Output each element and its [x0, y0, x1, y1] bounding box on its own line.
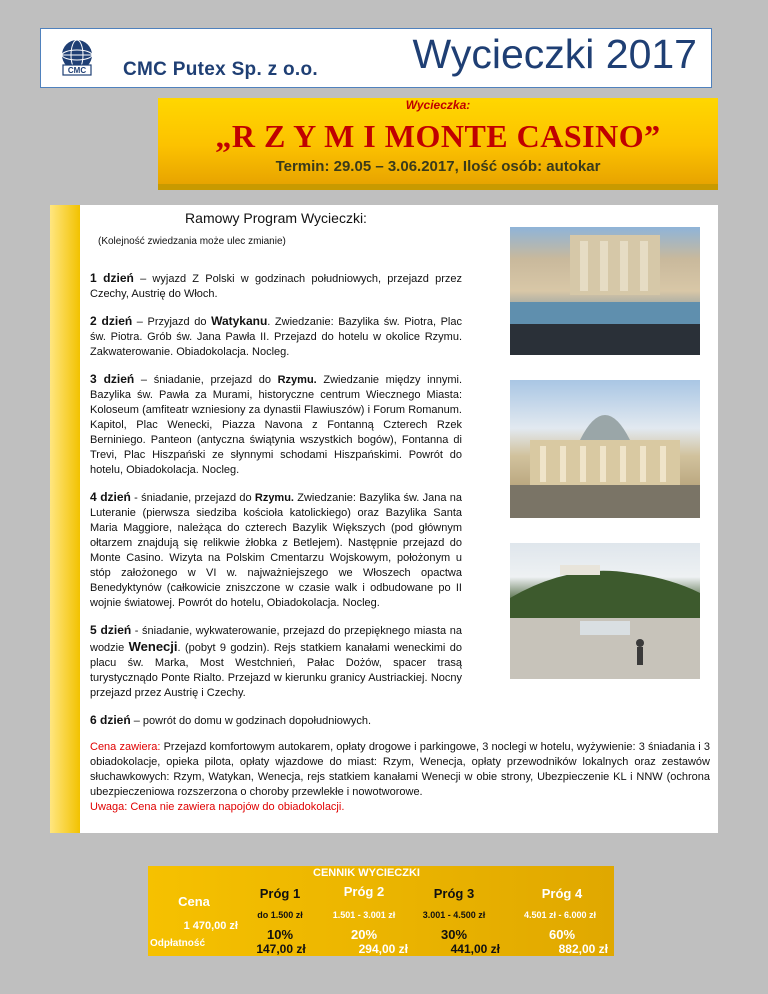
program-column	[90, 211, 462, 741]
photo-monte-cassino-cemetery	[510, 543, 700, 679]
price-table	[148, 866, 614, 956]
day-text: – powrót do domu w godzinach dopołudniowych.	[130, 715, 372, 727]
day-text: . (pobyt 9 godzin). Rejs statkiem kanałami weneckimi do placu św. Marka, Most Westchnień, Pałac Dożów, spacer trasą turystycznądo Ponte Rialto. Przejazd w kierunku granicy Austriackiej. Nocny przejazd przez Austrię i Czechy.	[90, 642, 462, 699]
day-label: 4 dzień	[90, 490, 131, 504]
logo-text: CMC	[67, 66, 87, 75]
tier-2-name: Próg 2	[343, 884, 385, 899]
photo-trevi-fountain	[510, 227, 700, 355]
tier-1-amount: 147,00 zł	[256, 942, 306, 956]
tier-2-percent: 20%	[350, 927, 378, 942]
day-text: - śniadanie, przejazd do	[130, 492, 255, 504]
day-label: 2 dzień	[90, 314, 133, 328]
day-text: . Zwiedzanie: Bazylika św. Piotra, Plac św. Piotra. Grób św. Jana Pawła II. Przejazd do hotelu w okolice Rzymu. Zakwaterowanie. Obiadokolacja. Nocleg.	[90, 316, 462, 358]
day-1	[90, 271, 462, 302]
header-box	[40, 28, 712, 88]
day-4	[90, 490, 462, 611]
day-5	[90, 623, 462, 701]
odplatnosc-label: Odpłatność	[150, 938, 206, 949]
trip-term: Termin: 29.05 – 3.06.2017, Ilość osób: autokar	[275, 158, 601, 175]
tier-2-amount: 294,00 zł	[358, 942, 408, 956]
tier-3-amount: 441,00 zł	[450, 942, 500, 956]
day-text: Zwiedzanie: Bazylika św. Jana na Luteranie (pierwsza siedziba kościoła katolickiego) oraz Bazylika Santa Maria Maggiore, należąca do czterech Bazylik Większych (pod głównym ołtarzem znajdują się relikwie żłobka z Betlejem). Następnie przejazd do Monte Casino. Wizyta na Polskim Cmentarzu Wojskowym, położonym u stóp założonego w VI w. najważniejszego we Włoszech opactwa Benedyktynów (całkowicie zniszczone w czasie walk i odbudowane po II wojnie światowej. Powrót do hotelu, Obiadokolacja. Nocleg.	[90, 492, 462, 609]
trip-title: „R Z Y M I MONTE CASINO”	[215, 118, 661, 154]
tier-2-range: 1.501 - 3.001 zł	[332, 910, 396, 920]
tier-4-amount: 882,00 zł	[558, 942, 608, 956]
includes-text: Przejazd komfortowym autokarem, opłaty drogowe i parkingowe, 3 noclegi w hotelu, wyżywienie: 3 śniadania i 3 obiadokolacje, opieka pilota, opłaty wjazdowe do miast: Rzym, Wenecja, opłaty przewodników lokalnych oraz zestawów słuchawkowych: Rzym, Watykan, Wenecja, rejs statkiem kanałami Wenecji w obie strony, Ubezpieczenie KL i NNW (ochrona ubezpieczeniowa rozszerzona o choroby przewlekłe i nowotworowe.	[90, 741, 710, 798]
cmc-globe-logo	[55, 37, 99, 79]
day-label: 6 dzień	[90, 713, 131, 727]
program-card	[80, 205, 718, 833]
price-table-title: CENNIK WYCIECZKI	[313, 867, 420, 879]
tier-3-range: 3.001 - 4.500 zł	[422, 910, 486, 920]
day-place: Watykanu	[211, 314, 268, 328]
excludes-note: Uwaga: Cena nie zawiera napojów do obiadokolacji.	[90, 801, 345, 813]
day-label: 3 dzień	[90, 372, 135, 386]
day-place: Wenecji	[128, 639, 178, 654]
day-6	[90, 713, 462, 729]
cena-value: 1 470,00 zł	[183, 920, 238, 932]
day-3	[90, 372, 462, 478]
day-text: Zwiedzanie między innymi. Bazylika św. Pawła za Murami, historyczne centrum Wiecznego Miasta: Koloseum (amfiteatr wzniesiony za dynastii Flawiuszów) i Forum Romanum. Kapitol, Plac Wenecki, Piazza Navona z Fontanną Czterech Rzek Berniniego. Panteon (antyczna świątynia wszystkich bogów), Fontanna di Trevi, Plac Hiszpański ze słynnymi schodami Hiszpańskimi. Powrót do hotelu, Obiadokolacja. Nocleg.	[90, 374, 462, 476]
day-text: – Przyjazd do	[132, 316, 212, 328]
header-title: Wycieczki 2017	[412, 31, 697, 77]
trip-banner	[158, 98, 718, 190]
day-label: 1 dzień	[90, 271, 134, 285]
day-text: - śniadanie, wykwaterowanie, przejazd do przepięknego miasta na wodzie	[90, 625, 462, 654]
tier-4-percent: 60%	[548, 927, 576, 942]
banner-label: Wycieczka:	[405, 98, 471, 112]
day-place: Rzymu.	[254, 492, 294, 504]
day-label: 5 dzień	[90, 623, 132, 637]
company-name: CMC Putex Sp. z o.o.	[123, 59, 318, 80]
tier-4-range: 4.501 zł - 6.000 zł	[523, 910, 597, 920]
price-info	[90, 740, 710, 815]
day-text: – wyjazd Z Polski w godzinach południowych, przejazd przez Czechy, Austrię do Włoch.	[90, 273, 462, 300]
tier-1-percent: 10%	[266, 927, 294, 942]
program-heading: Ramowy Program Wycieczki:	[185, 210, 367, 226]
tier-1-name: Próg 1	[259, 886, 301, 901]
day-place: Rzymu.	[277, 374, 317, 386]
cena-label: Cena	[178, 894, 210, 909]
day-text: – śniadanie, przejazd do	[134, 374, 278, 386]
tier-1-range: do 1.500 zł	[257, 910, 303, 920]
includes-label: Cena zawiera:	[90, 741, 161, 753]
tier-3-name: Próg 3	[433, 886, 475, 901]
tier-3-percent: 30%	[440, 927, 468, 942]
program-note: (Kolejność zwiedzania może ulec zmianie)	[98, 236, 286, 247]
tier-4-name: Próg 4	[541, 886, 583, 901]
day-2	[90, 314, 462, 360]
photo-st-peters-basilica	[510, 380, 700, 518]
left-gold-strip	[50, 205, 80, 833]
